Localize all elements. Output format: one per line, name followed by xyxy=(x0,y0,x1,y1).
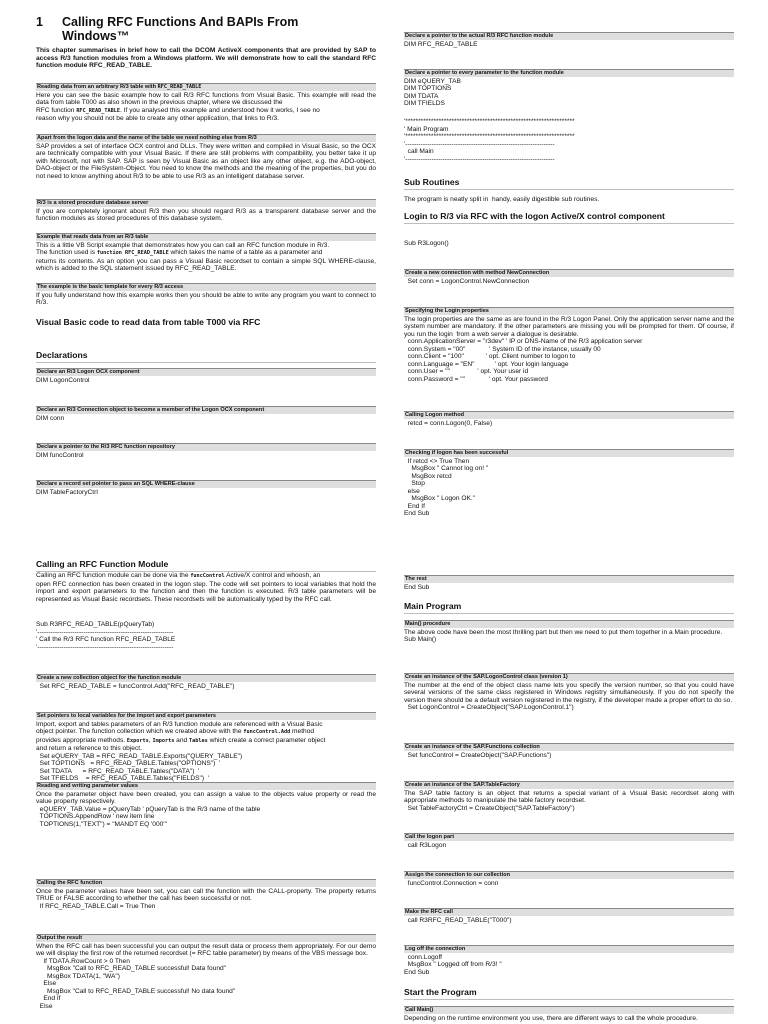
set-pointers-line2 xyxy=(36,728,376,737)
section-ocx-intro xyxy=(36,134,376,180)
login-properties-code: conn.ApplicationServer = "r3dev" ' IP or DNS-Name of the R/3 application server conn.System = "00" ' System ID of the instance, usually 00 conn.Client = "100" ' opt. Client number to logon to conn.Language = "EN" ' opt. Your login language conn.User = "" ' opt. Your user id conn.Password = "" ' opt. Your password xyxy=(407,338,643,383)
decl-recordset-heading: Declare a record set pointer to pass an SQL WHERE-clause xyxy=(36,480,376,488)
new-connection-code: Set conn = LogonControl.NewConnection xyxy=(404,277,530,285)
section-read-data-line1: Here you can see the basic example how to call R/3 RFC functions from Visual Basic. This example will read the data from table T000 as also shown in the previous chapter, where we discussed the xyxy=(36,91,378,106)
chapter-number: 1 xyxy=(36,15,43,29)
calling-logon xyxy=(404,411,734,427)
section-read-data-line2-text: RFC function xyxy=(36,106,77,114)
calling-rfc-line1-rest: Active/X control and whoosh, an xyxy=(224,572,321,579)
new-connection xyxy=(404,269,734,285)
section-stored-procedure-body: If you are completely ignorant about R/3 then you should regard R/3 as a transparent database server and the function modules as stored procedures of this database system. xyxy=(36,207,378,222)
decl-parameters-code: DIM eQUERY_TAB DIM TOPTIONS DIM TDATA DIM TFIELDS xyxy=(404,77,461,107)
section-stored-procedure-heading: R/3 is a stored procedure database server xyxy=(36,199,376,207)
main-procedure-code: Sub Main() xyxy=(404,636,437,643)
calling-function-body: Once the parameter values have been set, you can call the function with the CALL-property. The property returns TRUE or FALSE according to whether the call has been successful or not. xyxy=(36,887,378,902)
section-read-data-line3: reason why you should not be able to create any other application, that links to R/3. xyxy=(36,115,280,122)
output-result-heading: Output the result xyxy=(36,934,376,942)
set-pointers-separator: , xyxy=(148,736,153,744)
decl-connection-heading: Declare an R/3 Connection object to become a member of the Logon OCX component xyxy=(36,406,376,414)
table-factory-instance xyxy=(404,781,734,812)
section-template-heading: The example is the basic template for every R/3 access xyxy=(36,283,376,291)
set-pointers-line2-text: object pointer. The function collection which we created above with the xyxy=(36,728,244,735)
call-logon-part-code: call R3Logon xyxy=(404,841,447,849)
logon-heading: Login to R/3 via RFC with the logon Active/X control component xyxy=(404,211,734,224)
new-connection-heading: Create a new connection with method NewConnection xyxy=(404,269,734,277)
sub-routines-heading: Sub Routines xyxy=(404,177,734,190)
decl-function-module xyxy=(404,32,734,48)
the-rest-heading: The rest xyxy=(404,575,734,583)
decl-function-repository xyxy=(36,443,376,459)
checking-logon-heading: Checking if logon has been successful xyxy=(404,449,734,457)
calling-rfc-sub-code: Sub R3RFC_READ_TABLE(pQueryTab) '-------------------------------------------------------------- ' Call the R/3 RFC function RFC_READ_TABLE '-------------------------------------------------------------- xyxy=(36,621,176,651)
section-read-data-heading-code: RFC_READ_TABLE xyxy=(157,84,202,90)
calling-function xyxy=(36,879,376,910)
section-example-line3: returns its contents. As an option you can pass a Visual Basic recordset to contain a simple SQL WHERE-clause, which is added to the SQL statement issued by RFC_READ_TABLE. xyxy=(36,257,378,272)
calling-rfc-line1 xyxy=(36,572,376,581)
calling-rfc-sub xyxy=(36,621,376,651)
section-read-data-line2 xyxy=(36,107,376,116)
the-rest-code: End Sub xyxy=(404,583,430,591)
call-main-body: Depending on the runtime environment you use, there are different ways to call the whole procedure. xyxy=(404,1014,698,1022)
call-logon-part-heading: Call the logon part xyxy=(404,833,734,841)
read-write-params-heading: Reading and writing parameter values xyxy=(36,782,376,790)
checking-logon-code: If retcd <> True Then MsgBox " Cannot log on! " MsgBox retcd Stop else MsgBox " Logon OK." End If End Sub xyxy=(404,457,489,517)
checking-logon xyxy=(404,449,734,518)
calling-rfc-line1-text: Calling an RFC function module can be done via the xyxy=(36,572,191,579)
calling-logon-heading: Calling Logon method xyxy=(404,411,734,419)
login-properties-body: The login properties are the same as are found in the R/3 Logon Panel. Only the application server name and the system number are mandatory. If the other parameters are missing you will be prompted for them. Of course, if you run the login from a web server a dialogue is desirable. xyxy=(404,315,736,338)
main-call-code: '****************************************************************** ' Main Program '****************************************************************** '-------------------------------------------------------------------- call Main '-------------------------------------------------------------------- xyxy=(404,118,575,163)
log-off xyxy=(404,945,734,976)
declarations-heading: Declarations xyxy=(36,350,376,363)
main-procedure xyxy=(404,620,734,644)
set-pointers-conjunction: and xyxy=(174,736,189,744)
create-collection-code: Set RFC_READ_TABLE = funcControl.Add("RFC_READ_TABLE") xyxy=(36,682,235,690)
output-result-code: If TDATA.RowCount > 0 Then MsgBox "Call to RFC_READ_TABLE successful! Data found" MsgBox TDATA(1, "WA") Else MsgBox "Call to RFC_READ_TABLE successful! No data found" End If Else xyxy=(39,957,236,1010)
section-template-body: If you fully understand how this example works then you should be able to write any program you want to connect to R/3. xyxy=(36,291,378,306)
chapter-title-line2: Windows™ xyxy=(62,29,130,43)
main-program-heading: Main Program xyxy=(404,601,734,614)
set-pointers-line3-rest: which create a correct parameter object xyxy=(207,736,326,744)
login-properties xyxy=(404,307,734,383)
section-stored-procedure xyxy=(36,199,376,223)
set-pointers-imports-code: Imports xyxy=(152,737,175,744)
set-pointers-tables-code: Tables xyxy=(189,737,208,744)
chapter-intro xyxy=(36,47,376,70)
make-rfc-call-heading: Make the RFC call xyxy=(404,908,734,916)
calling-logon-code: retcd = conn.Logon(0, False) xyxy=(404,419,493,427)
make-rfc-call xyxy=(404,908,734,924)
read-write-params-body: Once the parameter object have been created, you can assign a value to the objects value property or read the value property respectively. xyxy=(36,790,378,805)
logon-control-instance-code: Set LogonControl = CreateObject("SAP.LogonControl.1") xyxy=(404,704,574,711)
calling-rfc-heading: Calling an RFC Function Module xyxy=(36,559,376,572)
section-example-line2 xyxy=(36,249,376,258)
section-ocx-intro-body: SAP provides a set of interface OCX control and DLLs. They were written and compiled in Visual Basic, so the OCX are technically compatible with your Visual Basic. If there are still problems with compatibility, you better take it up with Microsoft, not with SAP. SAP is seen by Visual Basic as an object like any other object, e.g. the ADO-object, DAO-object or the FileSystem-Object. You need to know the methods and the meaning of the properties, but you do not need to know anything about R/3 to be able to use R/3 as an intelligent database server. xyxy=(36,142,378,180)
section-template xyxy=(36,283,376,307)
set-pointers xyxy=(36,712,376,783)
logon-control-instance xyxy=(404,673,734,712)
section-ocx-intro-heading: Apart from the logon data and the name of the table we need nothing else from R/3 xyxy=(36,134,376,142)
login-properties-heading: Specifying the Login properties xyxy=(404,307,734,315)
decl-logon-ocx xyxy=(36,368,376,384)
section-example xyxy=(36,233,376,273)
sub-routines-body xyxy=(404,196,734,204)
chapter-title xyxy=(36,15,376,43)
set-pointers-code: Set eQUERY_TAB = RFC_READ_TABLE.Exports("QUERY_TABLE") Set TOPTIONS = RFC_READ_TABLE.Tables("OPTIONS") ' Set TDATA = RFC_READ_TABLE.Tables("DATA") ' Set TFIELDS = RFC_READ_TABLE.Tables("FIELDS") ' xyxy=(39,752,243,782)
decl-logon-ocx-code: DIM LogonControl xyxy=(36,376,90,384)
set-pointers-exports-code: Exports xyxy=(126,737,149,744)
logon-sub-code: Sub R3Logon() xyxy=(404,240,449,247)
table-factory-instance-code: Set TableFactoryCtrl = CreateObject("SAP.TableFactory") xyxy=(404,804,575,812)
logon-control-instance-body: The number at the end of the object class name lets you specify the version number, so that you could have several versions of the same class registered in Windows registry simultaneously. If you do not specify the version there should be a default version registered in the registry, if the developer made a proper effort to do so. xyxy=(404,681,736,704)
section-read-data xyxy=(36,83,376,123)
section-example-line2-text: The function used is xyxy=(36,249,97,256)
logon-control-instance-heading: Create an instance of the SAP.LogonControl class (version 1) xyxy=(404,673,734,681)
calling-rfc-section xyxy=(36,572,376,603)
make-rfc-call-code: call R3RFC_READ_TABLE("T000") xyxy=(404,916,512,924)
calling-rfc-line1-code: funcControl xyxy=(190,573,225,579)
set-pointers-line2-rest: method xyxy=(290,728,315,735)
table-factory-instance-heading: Create an instance of the SAP.TableFactory xyxy=(404,781,734,789)
set-pointers-line3-text: provides appropriate methods. xyxy=(36,736,127,744)
call-logon-part xyxy=(404,833,734,849)
decl-function-module-code: DIM RFC_READ_TABLE xyxy=(404,40,478,48)
the-rest xyxy=(404,575,734,591)
create-collection-heading: Create a new collection object for the function module xyxy=(36,674,376,682)
decl-function-repository-code: DIM funcControl xyxy=(36,451,84,459)
sub-routines-text: The program is neatly split in handy, easily digestible sub routines. xyxy=(404,196,600,203)
output-result xyxy=(36,934,376,1010)
table-factory-instance-body: The SAP table factory is an object that returns a special variant of a Visual Basic recordset along with appropriate methods to manipulate the table factory recordset. xyxy=(404,789,736,804)
start-program-heading: Start the Program xyxy=(404,987,734,1000)
functions-instance xyxy=(404,743,734,759)
set-pointers-line3 xyxy=(36,737,376,746)
call-main xyxy=(404,1006,734,1022)
section-example-line1: This is a little VB Script example that demonstrates how you can call an RFC function module in R/3. xyxy=(36,241,330,249)
read-write-params xyxy=(36,782,376,828)
assign-connection xyxy=(404,871,734,887)
set-pointers-line2-code: funcControl.Add xyxy=(243,729,291,735)
chapter-title-line1: Calling RFC Functions And BAPIs From xyxy=(62,15,299,29)
decl-logon-ocx-heading: Declare an R/3 Logon OCX component xyxy=(36,368,376,376)
section-example-line2-code: function RFC_READ_TABLE xyxy=(96,250,169,256)
decl-connection-code: DIM conn xyxy=(36,414,65,422)
call-main-heading: Call Main() xyxy=(404,1006,734,1014)
section-example-line2-rest: which takes the name of a table as a parameter and xyxy=(168,249,323,256)
section-example-heading: Example that reads data from an R/3 table xyxy=(36,233,376,241)
log-off-heading: Log off the connection xyxy=(404,945,734,953)
vb-code-heading: Visual Basic code to read data from table T000 via RFC xyxy=(36,317,261,327)
calling-function-code: If RFC_READ_TABLE.Call = True Then xyxy=(36,902,156,910)
section-read-data-heading-text: Reading data from an arbitrary R/3 table with xyxy=(37,84,158,90)
set-pointers-heading: Set pointers to local variables for the import and export parameters xyxy=(36,712,376,720)
logon-sub xyxy=(404,240,734,248)
assign-connection-heading: Assign the connection to our collection xyxy=(404,871,734,879)
section-read-data-line2-code: RFC_READ_TABLE xyxy=(76,107,121,114)
decl-connection xyxy=(36,406,376,422)
functions-instance-code: Set funcControl = CreateObject("SAP.Functions") xyxy=(404,751,552,759)
decl-parameters-heading: Declare a pointer to every parameter to the function module xyxy=(404,69,734,77)
create-collection xyxy=(36,674,376,690)
assign-connection-code: funcControl.Connection = conn xyxy=(404,879,499,887)
functions-instance-heading: Create an instance of the SAP.Functions collection xyxy=(404,743,734,751)
log-off-code: conn.Logoff MsgBox " Logged off from R/3! " End Sub xyxy=(404,953,502,976)
read-write-params-code: eQUERY_TAB.Value = pQueryTab ' pQueryTab is the R/3 name of the table TOPTIONS.AppendRow ' new item line TOPTIONS(1,"TEXT") = "MANDT EQ '000'" xyxy=(39,805,261,828)
section-read-data-heading xyxy=(36,83,376,91)
decl-parameters xyxy=(404,69,734,108)
chapter-intro-text: This chapter summarises in brief how to call the DCOM ActiveX components that are provided by SAP to access R/3 function modules from a Windows platform. We will demonstrate how to call the standard RFC function module RFC_READ_TABLE. xyxy=(36,47,378,69)
output-result-body: When the RFC call has been successful you can output the result data or process them appropriately. For our demo we will display the first row of the returned recordset (= RFC table parameter) by means of the VBS message box. xyxy=(36,942,378,957)
section-read-data-line2-rest: . If you analysed this example and understood how it works, I see no xyxy=(120,106,320,114)
main-call-block xyxy=(404,118,734,163)
main-procedure-heading: Main() procedure xyxy=(404,620,734,628)
decl-recordset-code: DIM TableFactoryCtrl xyxy=(36,488,98,496)
set-pointers-line4: and return a reference to this object. xyxy=(36,745,142,752)
calling-rfc-body: open RFC connection has been created in the logon step. The code will set pointers to local variables that hold the import and export parameters to the function and then the function is executed. R/3 table parameters will be represented as Visual Basic recordsets. These recordsets will be automatically typed by the RFC call. xyxy=(36,580,378,603)
decl-function-module-heading: Declare a pointer to the actual R/3 RFC function module xyxy=(404,32,734,40)
decl-function-repository-heading: Declare a pointer to the R/3 RFC function repository xyxy=(36,443,376,451)
main-procedure-body: The above code have been the most thrilling part but then we need to put them together in a Main procedure. xyxy=(404,628,723,636)
set-pointers-line1: Import, export and tables parameters of an R/3 function module are referenced with a Visual Basic xyxy=(36,720,323,728)
decl-recordset xyxy=(36,480,376,496)
calling-function-heading: Calling the RFC function xyxy=(36,879,376,887)
